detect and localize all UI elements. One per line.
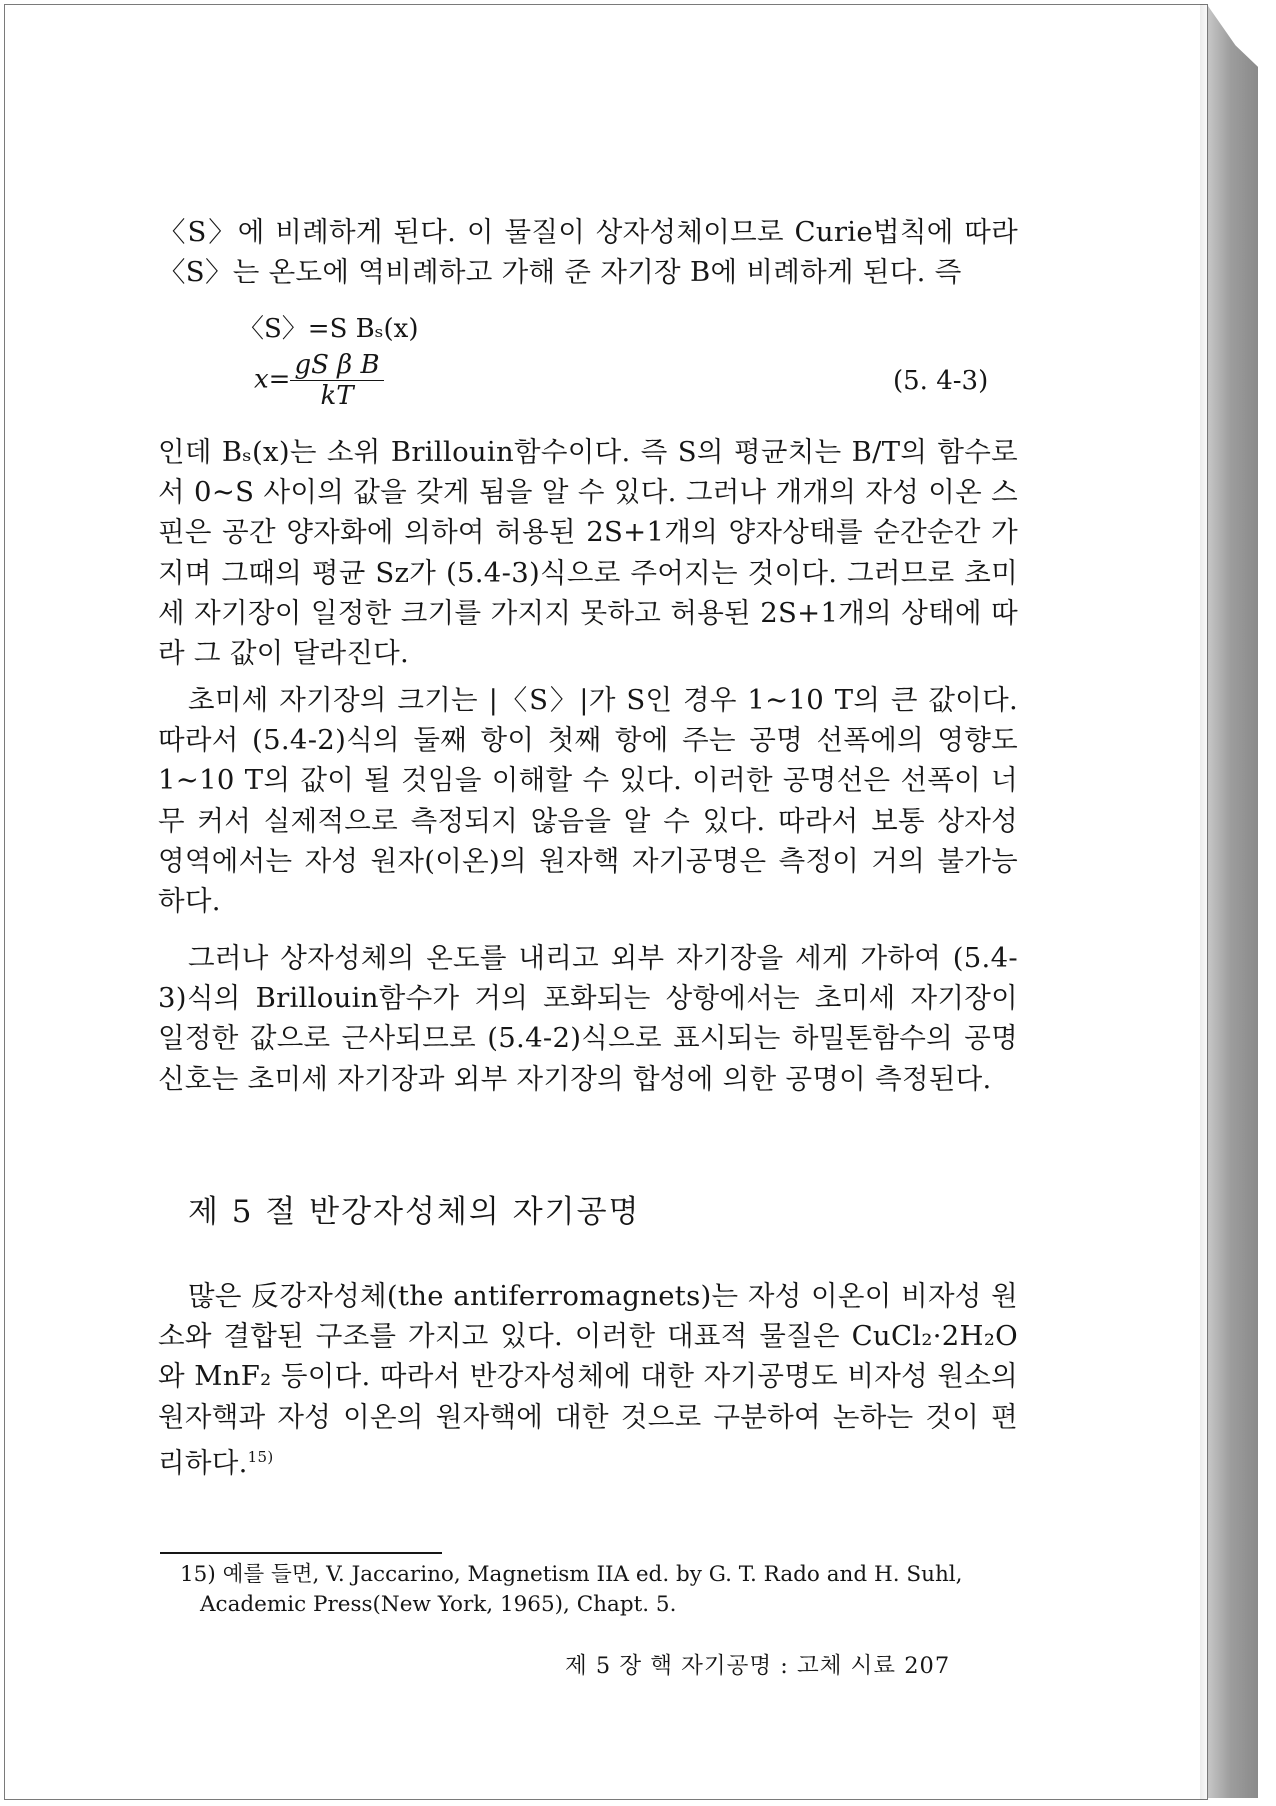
paragraph-3: 초미세 자기장의 크기는 |〈S〉|가 S인 경우 1∼10 T의 큰 값이다. 따라서 (5.4-2)식의 둘째 항이 첫째 항에 주는 공명 선폭에의 영향도 1∼10 T의 값이 될 것임을 이해할 수 있다. 이러한 공명선은 선폭이 너무 커서 실제적으로 측정되지 않음을 알 수 있다. 따라서 보통 상자성 영역에서는 자성 원자(이온)의 원자핵 자기공명은 측정이 거의 불가능하다. [158,684,1018,918]
footnote-divider [160,1552,442,1554]
equation-line-2 [254,350,384,411]
running-footer: 제 5 장 핵 자기공명 : 고체 시료 207 [565,1653,951,1679]
paragraph-5 [158,1276,1018,1483]
equation-denominator: kT [320,381,354,411]
paragraph-1: 〈S〉에 비례하게 된다. 이 물질이 상자성체이므로 Curie법칙에 따라 〈S〉는 온도에 역비례하고 가해 준 자기장 B에 비례하게 된다. 즉 [158,216,1018,289]
footnote-line-1: 15) 예를 들면, V. Jaccarino, Magnetism IIA ed. by G. T. Rado and H. Suhl, [180,1562,963,1587]
section-title: 제 5 절 반강자성체의 자기공명 [188,1194,641,1230]
equation-fraction [290,350,383,411]
footnote-reference: 15) [247,1447,274,1466]
equation-numerator: gS β B [290,350,383,381]
equation-line-1: 〈S〉=S Bₛ(x) [238,314,419,344]
paragraph-2: 인데 Bₛ(x)는 소위 Brillouin함수이다. 즉 S의 평균치는 B/T의 함수로서 0∼S 사이의 값을 갖게 됨을 알 수 있다. 그러나 개개의 자성 이온 스핀은 공간 양자화에 의하여 허용된 2S+1개의 양자상태를 순간순간 가지며 그때의 평균 Sz가 (5.4-3)식으로 주어지는 것이다. 그러므로 초미세 자기장이 일정한 크기를 가지지 못하고 허용된 2S+1개의 상태에 따라 그 값이 달라진다. [158,436,1018,670]
footnote-line-2: Academic Press(New York, 1965), Chapt. 5. [200,1592,677,1617]
footnote [180,1560,1020,1620]
equation-lhs: x= [254,364,291,395]
page-shadow [1200,4,1210,1800]
equation-number: (5. 4-3) [893,366,989,396]
paragraph-4: 그러나 상자성체의 온도를 내리고 외부 자기장을 세게 가하여 (5.4-3)식의 Brillouin함수가 거의 포화되는 상항에서는 초미세 자기장이 일정한 값으로 근사되므로 (5.4-2)식으로 표시되는 하밀톤함수의 공명신호는 초미세 자기장과 외부 자기장의 합성에 의한 공명이 측정된다. [158,942,1018,1095]
page-stack-edge [1208,6,1258,1798]
paragraph-5-text: 많은 反강자성체(the antiferromagnets)는 자성 이온이 비자성 원소와 결합된 구조를 가지고 있다. 이러한 대표적 물질은 CuCl₂·2H₂O와 MnF₂ 등이다. 따라서 반강자성체에 대한 자기공명도 비자성 원소의 원자핵과 자성 이온의 원자핵에 대한 것으로 구분하여 논하는 것이 편리하다. [158,1280,1018,1479]
